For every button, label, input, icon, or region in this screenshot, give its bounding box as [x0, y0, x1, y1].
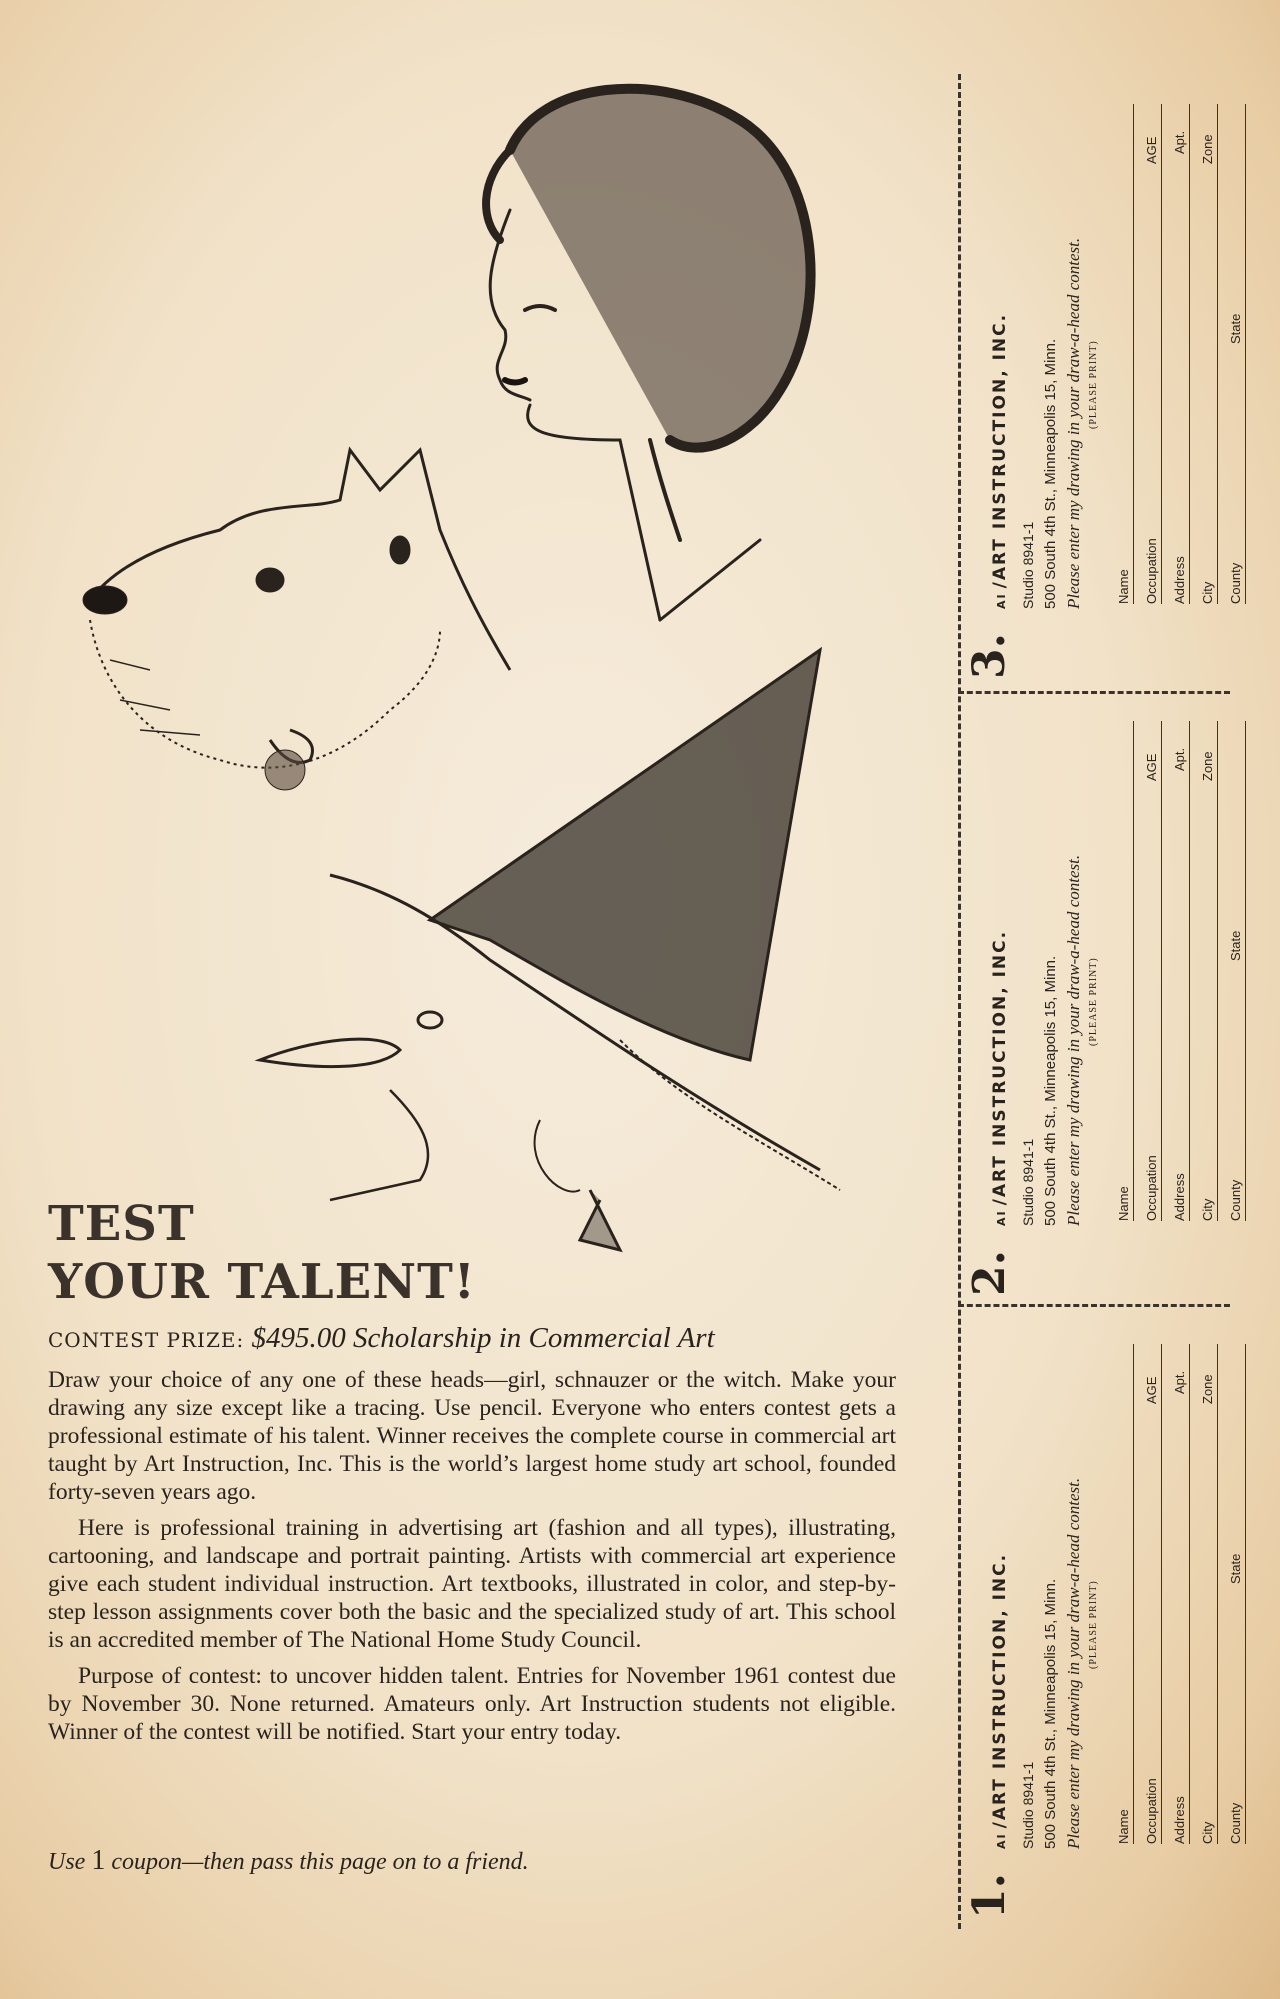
city-field[interactable]: City Zone [1190, 104, 1218, 604]
name-field[interactable]: Name [1106, 721, 1134, 1221]
studio: Studio 8941-1 [1020, 521, 1036, 609]
sketch-illustrations [60, 60, 960, 1260]
closing-line: Use 1 coupon—then pass this page on to a friend. [48, 1845, 529, 1876]
name-field[interactable]: Name [1106, 104, 1134, 604]
coupon-3[interactable] [958, 74, 1243, 691]
occupation-field[interactable]: Occupation AGE [1134, 721, 1162, 1221]
entry-text: Please enter my drawing in your draw-a-head contest. [1064, 1477, 1083, 1849]
city-field[interactable]: City Zone [1190, 1344, 1218, 1844]
county-field[interactable]: County State [1218, 721, 1246, 1221]
prize-label: CONTEST PRIZE: [48, 1328, 245, 1352]
contest-prize [48, 1322, 928, 1355]
county-field[interactable]: County State [1218, 1344, 1246, 1844]
company-name: AI/ART INSTRUCTION, INC. [990, 929, 1010, 1226]
coupon-number: 2. [964, 1250, 1015, 1296]
company-name: AI/ART INSTRUCTION, INC. [990, 1552, 1010, 1849]
coupon-number: 3. [964, 633, 1015, 679]
body-paragraph-3: Purpose of contest: to uncover hidden talent. Entries for November 1961 contest due by November 30. None returned. Amateurs only. Art Instruction students not eligible. Winner of the contest will be notified. Start your entry today. [48, 1663, 896, 1745]
body-paragraph-2: Here is professional training in advertising art (fashion and all types), illustrating, cartooning, and landscape and portrait painting. Artists with commercial art experience give each student individual instruction. Art textbooks, illustrated in color, and step-by-step lesson assignments cover both the basic and the specialized study of art. This school is an accredited member of The National Home Study Council. [48, 1515, 896, 1653]
entry-text: Please enter my drawing in your draw-a-head contest. [1064, 854, 1083, 1226]
studio: Studio 8941-1 [1020, 1138, 1036, 1226]
city-field[interactable]: City Zone [1190, 721, 1218, 1221]
studio: Studio 8941-1 [1020, 1761, 1036, 1849]
schnauzer-head-sketch [83, 450, 510, 790]
coupon-1[interactable] [958, 1304, 1243, 1929]
address-field[interactable]: Address Apt. [1162, 1344, 1190, 1844]
headline-line2: YOUR TALENT! [48, 1254, 476, 1310]
occupation-field[interactable]: Occupation AGE [1134, 104, 1162, 604]
address-field[interactable]: Address Apt. [1162, 104, 1190, 604]
body-paragraph-1: Draw your choice of any one of these heads—girl, schnauzer or the witch. Make your drawing any size except like a tracing. Use pencil. Everyone who enters contest gets a professional estimate of his talent. Winner receives the complete course in commercial art taught by Art Instruction, Inc. This is the world’s largest home study art school, founded forty-seven years ago. [48, 1367, 896, 1505]
occupation-field[interactable]: Occupation AGE [1134, 1344, 1162, 1844]
please-print: (PLEASE PRINT) [1088, 957, 1099, 1046]
address: 500 South 4th St., Minneapolis 15, Minn. [1042, 338, 1059, 609]
entry-text: Please enter my drawing in your draw-a-head contest. [1064, 237, 1083, 609]
headline-line1: TEST [48, 1196, 195, 1252]
please-print: (PLEASE PRINT) [1088, 1580, 1099, 1669]
prize-value: $495.00 Scholarship in Commercial Art [251, 1322, 715, 1354]
headline [48, 1195, 476, 1311]
witch-head-sketch [260, 650, 840, 1250]
company-name: AI/ART INSTRUCTION, INC. [990, 312, 1010, 609]
please-print: (PLEASE PRINT) [1088, 340, 1099, 429]
girl-head-sketch [486, 89, 811, 620]
coupon-number: 1. [964, 1873, 1015, 1919]
coupon-2[interactable] [958, 691, 1243, 1304]
address-field[interactable]: Address Apt. [1162, 721, 1190, 1221]
county-field[interactable]: County State [1218, 104, 1246, 604]
address: 500 South 4th St., Minneapolis 15, Minn. [1042, 955, 1059, 1226]
address: 500 South 4th St., Minneapolis 15, Minn. [1042, 1578, 1059, 1849]
body-copy [48, 1366, 896, 1754]
name-field[interactable]: Name [1106, 1344, 1134, 1844]
coupon-strip [958, 74, 1243, 1929]
